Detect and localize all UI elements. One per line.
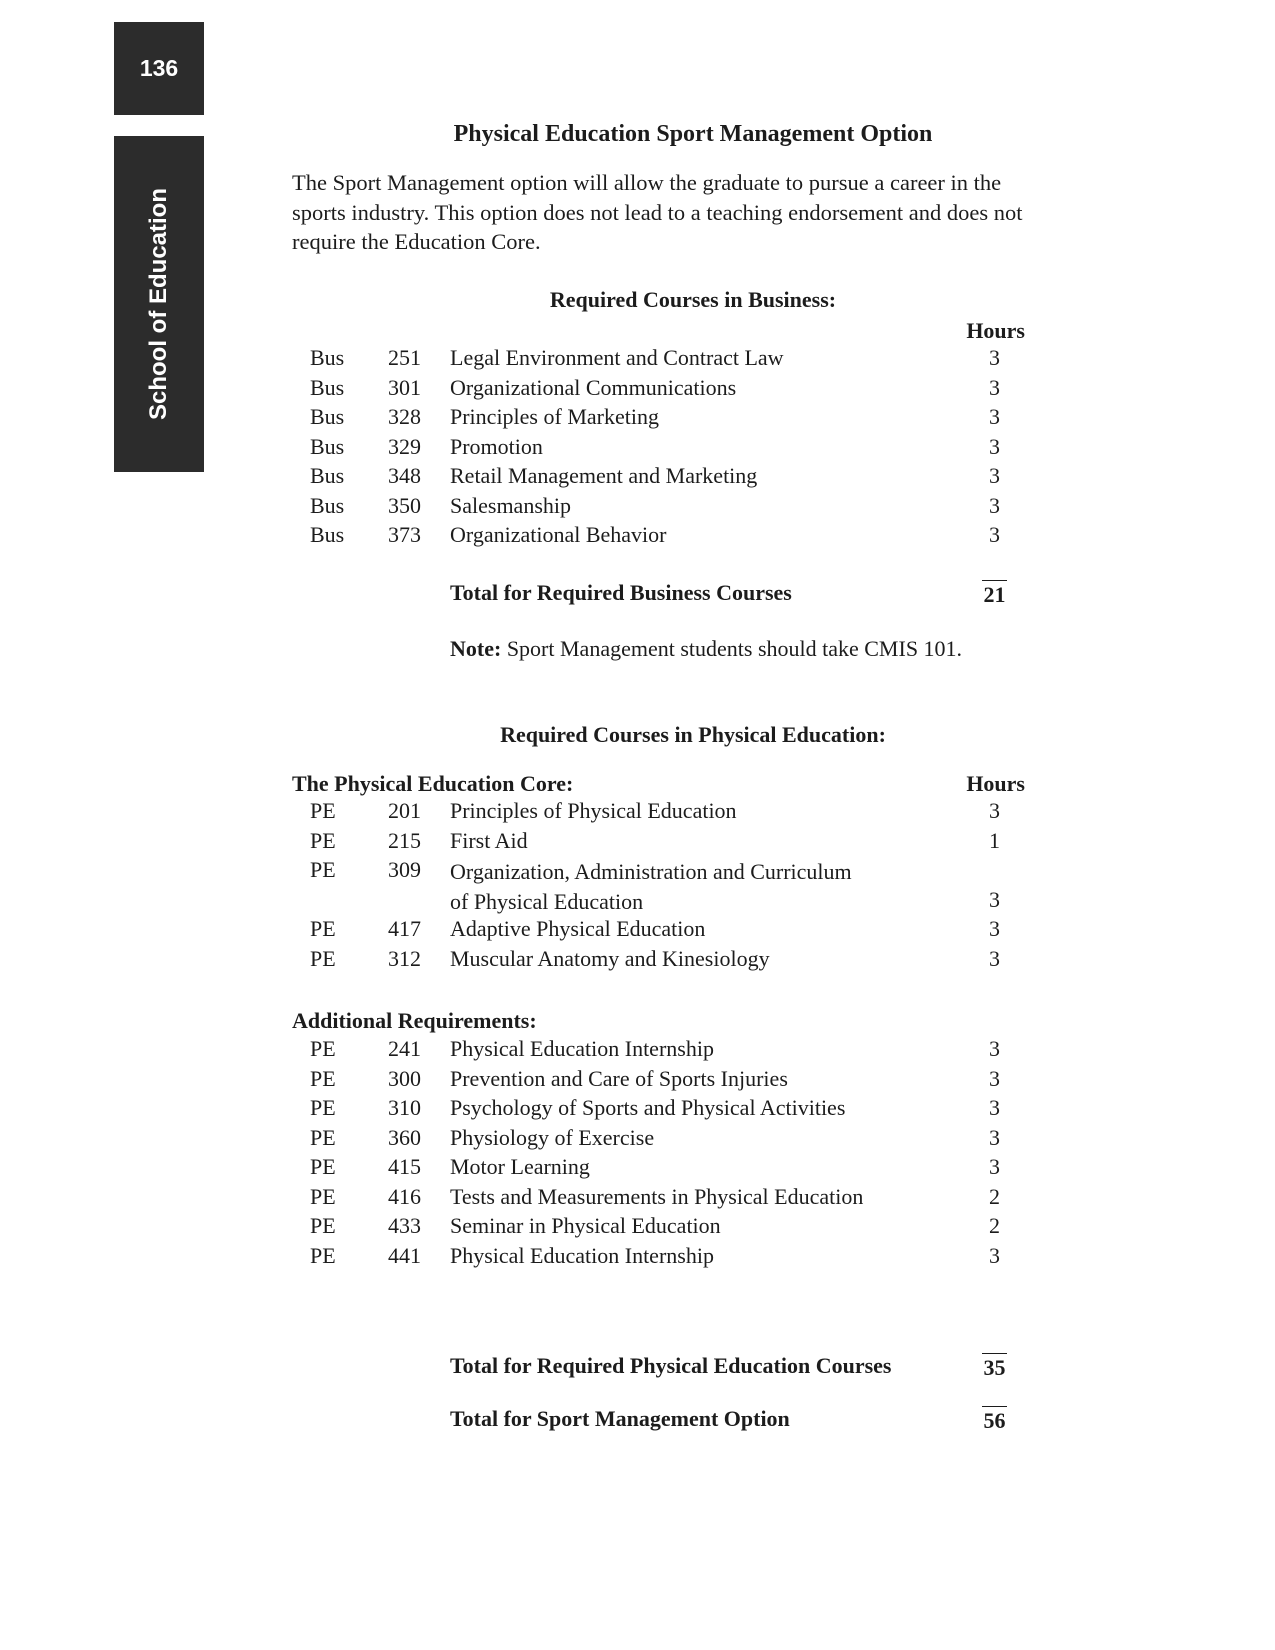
course-title: Tests and Measurements in Physical Education: [450, 1183, 864, 1209]
pe-additional-heading: Additional Requirements:: [292, 1008, 537, 1033]
course-row: [292, 1243, 1032, 1273]
note-label: Note:: [450, 636, 502, 661]
business-note: [450, 636, 962, 662]
course-number: 300: [388, 1065, 421, 1091]
course-title: Psychology of Sports and Physical Activities: [450, 1095, 846, 1120]
course-title: Physical Education Internship: [450, 1036, 714, 1061]
course-dept: Bus: [310, 522, 345, 547]
course-title: Principles of Marketing: [450, 404, 659, 429]
business-hours-header: Hours: [966, 318, 1025, 343]
course-dept: Bus: [310, 404, 345, 429]
section-side-tab: [114, 136, 204, 472]
course-number: 301: [388, 374, 421, 400]
course-number: 433: [388, 1213, 421, 1238]
course-row: [292, 345, 1032, 375]
course-dept: PE: [310, 1183, 336, 1209]
course-number: 201: [388, 798, 421, 823]
business-total-label: Total for Required Business Courses: [450, 580, 792, 605]
course-hours: 1: [989, 827, 1000, 853]
course-title: Organizational Behavior: [450, 522, 667, 547]
course-number: 350: [388, 492, 421, 518]
course-dept: Bus: [310, 345, 345, 370]
course-hours: 3: [989, 433, 1000, 459]
course-title: Organizational Communications: [450, 374, 737, 400]
course-row: [292, 857, 1032, 916]
section-side-tab-label: School of Education: [145, 188, 172, 420]
intro-line: sports industry. This option does not lead to a teaching endorsement and does not: [292, 199, 1023, 225]
course-row: [292, 1213, 1032, 1243]
course-row: [292, 404, 1032, 434]
course-hours: 3: [989, 463, 1000, 488]
course-number: 312: [388, 945, 421, 971]
pe-total-label: Total for Required Physical Education Courses: [450, 1353, 892, 1378]
business-total-value: 21: [983, 582, 1006, 607]
course-dept: PE: [310, 798, 336, 823]
course-hours: 3: [989, 1154, 1000, 1179]
course-row: [292, 1154, 1032, 1184]
pe-total-value: 35: [983, 1355, 1006, 1380]
course-dept: Bus: [310, 463, 345, 488]
pe-core-heading: The Physical Education Core:: [292, 771, 574, 796]
course-hours: 3: [989, 798, 1000, 823]
page-number-tab: [114, 22, 204, 115]
course-hours: 2: [989, 1213, 1000, 1238]
course-row: [292, 828, 1032, 858]
course-title: First Aid: [450, 827, 528, 853]
course-row: [292, 375, 1032, 405]
course-title: Adaptive Physical Education: [450, 916, 706, 941]
course-number: 360: [388, 1124, 421, 1150]
business-course-list: [292, 345, 1032, 552]
intro-line: require the Education Core.: [292, 229, 541, 254]
course-dept: PE: [310, 1242, 336, 1268]
course-hours: 3: [989, 522, 1000, 547]
course-hours: 3: [989, 1124, 1000, 1150]
course-number: 251: [388, 345, 421, 370]
business-total-row: [450, 580, 1015, 610]
course-title: Promotion: [450, 433, 543, 459]
course-row: [292, 493, 1032, 523]
course-title: Principles of Physical Education: [450, 798, 737, 823]
page-title: Physical Education Sport Management Option: [453, 121, 933, 147]
pe-section-heading: Required Courses in Physical Education:: [500, 722, 886, 747]
business-section-heading: Required Courses in Business:: [549, 287, 837, 312]
course-title: Salesmanship: [450, 492, 571, 518]
course-number: 416: [388, 1183, 421, 1209]
course-title: Seminar in Physical Education: [450, 1213, 721, 1238]
course-title: Motor Learning: [450, 1154, 590, 1179]
course-dept: PE: [310, 945, 336, 971]
course-row: [292, 1125, 1032, 1155]
page-number: 136: [139, 55, 179, 81]
course-dept: PE: [310, 916, 336, 941]
course-dept: PE: [310, 1065, 336, 1091]
course-number: 310: [388, 1095, 421, 1120]
course-dept: PE: [310, 1154, 336, 1179]
course-title: Legal Environment and Contract Law: [450, 345, 784, 370]
course-dept: PE: [310, 1124, 336, 1150]
option-total-row: [450, 1406, 1015, 1436]
course-dept: PE: [310, 1036, 336, 1061]
course-number: 417: [388, 916, 421, 941]
course-dept: PE: [310, 857, 336, 882]
course-dept: PE: [310, 827, 336, 853]
course-number: 241: [388, 1036, 421, 1061]
course-row: [292, 1066, 1032, 1096]
course-hours: 2: [989, 1183, 1000, 1209]
course-dept: PE: [310, 1095, 336, 1120]
course-title: Physical Education Internship: [450, 1242, 714, 1268]
course-hours: 3: [989, 1065, 1000, 1091]
course-number: 328: [388, 404, 421, 429]
course-title-line: of Physical Education: [450, 888, 644, 914]
course-row: [292, 522, 1032, 552]
course-row: [292, 946, 1032, 976]
course-number: 348: [388, 463, 421, 488]
course-hours: 3: [989, 1095, 1000, 1120]
note-text: Sport Management students should take CMIS 101.: [501, 636, 963, 661]
course-title: Physiology of Exercise: [450, 1124, 655, 1150]
course-dept: PE: [310, 1213, 336, 1238]
course-number: 441: [388, 1242, 421, 1268]
course-hours: 3: [989, 404, 1000, 429]
option-total-value: 56: [983, 1408, 1006, 1433]
course-hours: 3: [989, 945, 1000, 971]
course-dept: Bus: [310, 433, 345, 459]
course-hours: 3: [989, 886, 1000, 912]
course-number: 329: [388, 433, 421, 459]
pe-additional-course-list: [292, 1036, 1032, 1272]
course-number: 215: [388, 827, 421, 853]
course-title: Prevention and Care of Sports Injuries: [450, 1065, 788, 1091]
course-hours: 3: [989, 1242, 1000, 1268]
course-row: [292, 1184, 1032, 1214]
course-hours: 3: [989, 916, 1000, 941]
course-title: Muscular Anatomy and Kinesiology: [450, 945, 770, 971]
pe-total-row: [450, 1353, 1015, 1383]
course-number: 415: [388, 1154, 421, 1179]
pe-core-course-list: [292, 798, 1032, 975]
course-row: [292, 916, 1032, 946]
intro-line: The Sport Management option will allow the graduate to pursue a career in the: [292, 170, 1002, 195]
course-number: 373: [388, 522, 421, 547]
course-row: [292, 463, 1032, 493]
intro-paragraph: [292, 168, 1100, 257]
course-hours: 3: [989, 374, 1000, 400]
course-number: 309: [388, 857, 421, 882]
course-row: [292, 1095, 1032, 1125]
course-title-line: Organization, Administration and Curriculum: [450, 859, 852, 884]
course-title: [450, 857, 852, 916]
course-row: [292, 798, 1032, 828]
course-hours: 3: [989, 492, 1000, 518]
option-total-label: Total for Sport Management Option: [450, 1406, 790, 1431]
course-dept: Bus: [310, 374, 345, 400]
course-hours: 3: [989, 345, 1000, 370]
course-hours: 3: [989, 1036, 1000, 1061]
pe-hours-header: Hours: [966, 771, 1025, 796]
course-dept: Bus: [310, 492, 345, 518]
course-title: Retail Management and Marketing: [450, 463, 758, 488]
course-row: [292, 1036, 1032, 1066]
course-row: [292, 434, 1032, 464]
